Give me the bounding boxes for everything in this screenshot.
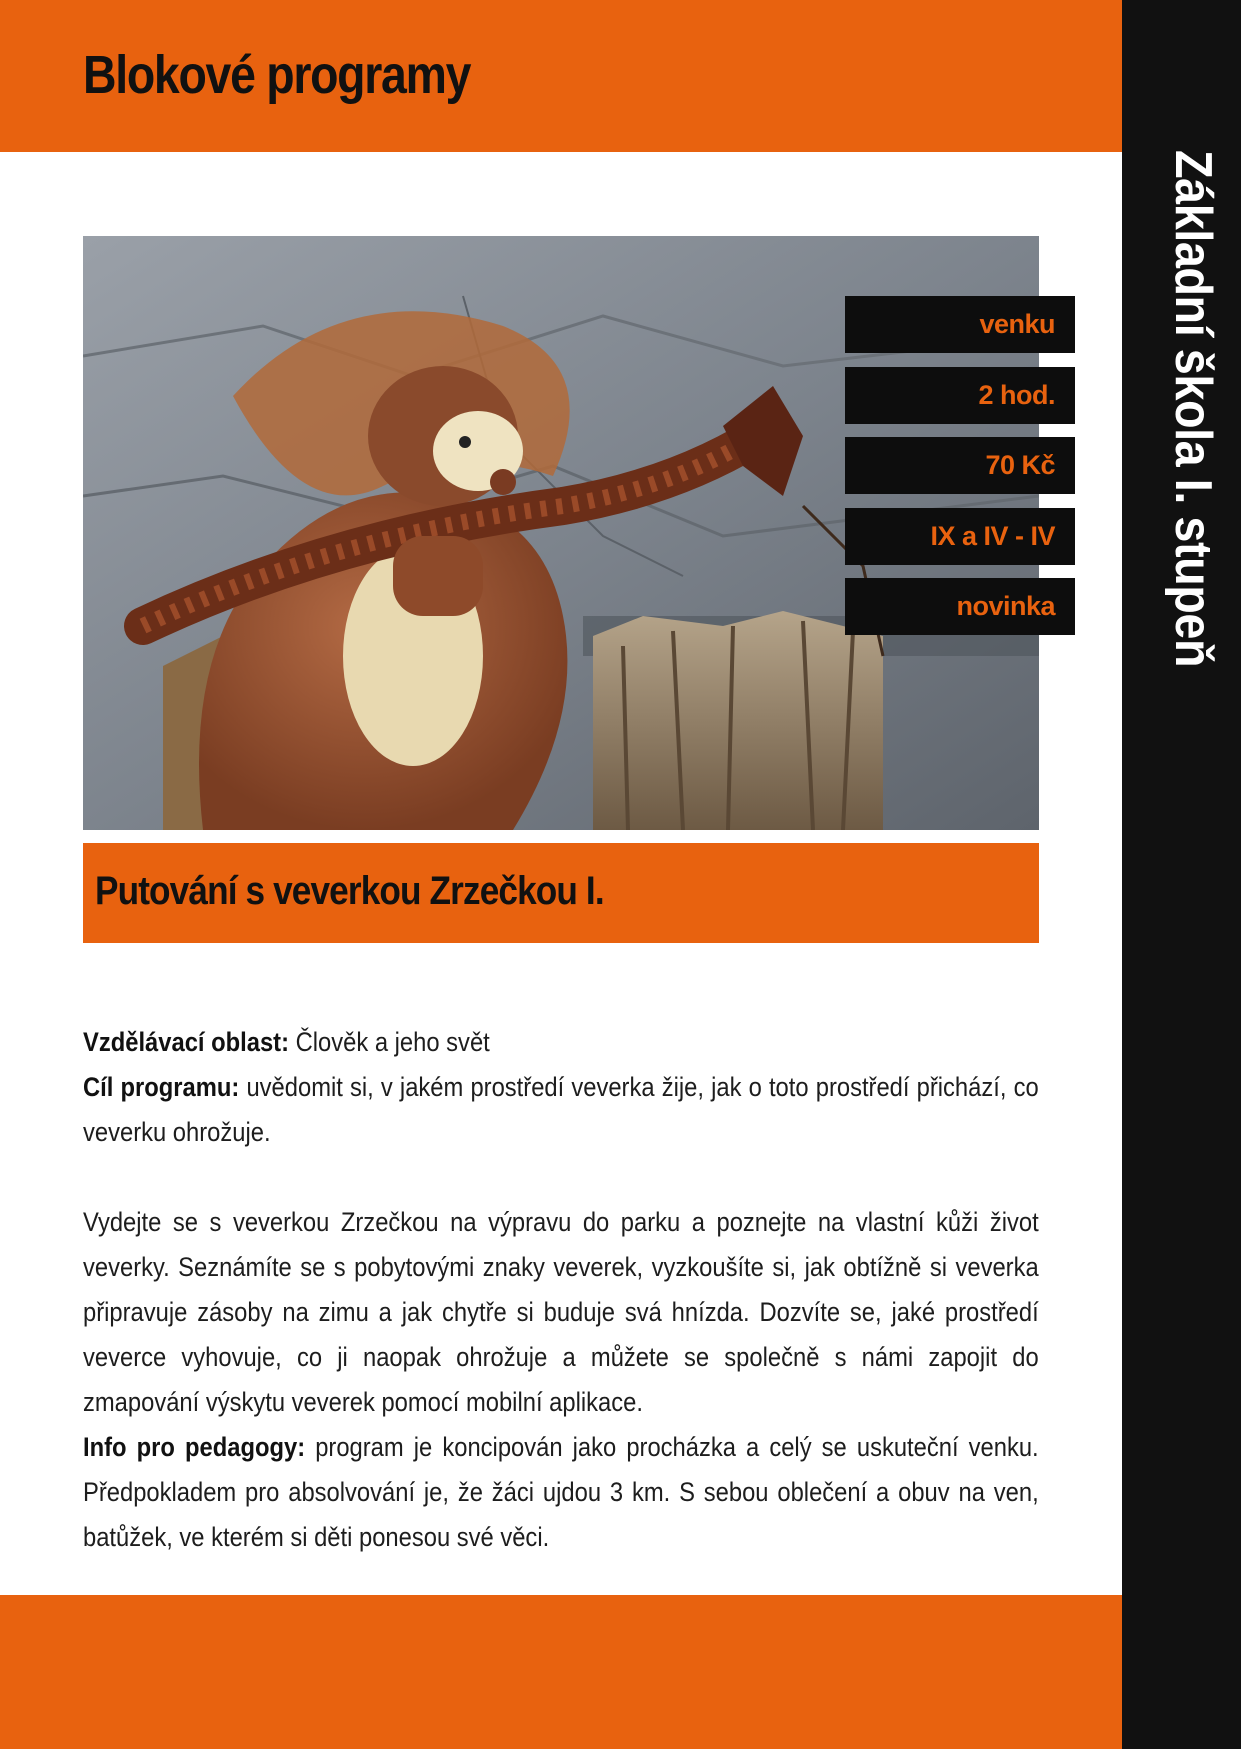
badge-new: novinka: [845, 578, 1075, 635]
page-title: Blokové programy: [83, 45, 471, 105]
badge-months: IX a IV - IV: [845, 508, 1075, 565]
side-label: Základní škola I. stupeň: [1164, 150, 1222, 668]
description-paragraph: Vydejte se s veverkou Zrzečkou na výpravu do parku a poznejte na vlastní kůži život veverky. Seznámíte se s pobytovými znaky veverek, vyzkoušíte si, jak obtížně si veverka připravuje zásoby na zimu a jak chytře si buduje svá hnízda. Dozvíte se, jaké prostředí veverce vyhovuje, co ji naopak ohrožuje a můžete se společně s námi zapojit do zmapování výskytu veverek pomocí mobilní aplikace.: [83, 1207, 1039, 1417]
program-title: Putování s veverkou Zrzečkou I.: [95, 869, 604, 913]
badge-location: venku: [845, 296, 1075, 353]
area-label: Vzdělávací oblast:: [83, 1027, 290, 1057]
info-paragraph: [83, 1425, 1039, 1560]
goal-paragraph: [83, 1065, 1039, 1155]
goal-value: uvědomit si, v jakém prostředí veverka žije, jak o toto prostředí přichází, co veverku ohrožuje.: [83, 1072, 1039, 1147]
area-value: Člověk a jeho svět: [295, 1027, 490, 1057]
area-paragraph: [83, 1020, 1039, 1065]
program-description: [83, 1020, 1039, 1560]
info-label: Info pro pedagogy:: [83, 1432, 306, 1462]
info-value: program je koncipován jako procházka a celý se uskuteční venku. Předpokladem pro absolvování je, že žáci ujdou 3 km. S sebou oblečení a obuv na ven, batůžek, ve kterém si děti ponesou své věci.: [83, 1432, 1039, 1552]
goal-label: Cíl programu:: [83, 1072, 240, 1102]
badge-price: 70 Kč: [845, 437, 1075, 494]
header-bar: [0, 0, 1122, 152]
program-title-bar: [83, 843, 1039, 943]
program-badges: [845, 296, 1075, 649]
footer-bar: [0, 1595, 1122, 1749]
badge-duration: 2 hod.: [845, 367, 1075, 424]
